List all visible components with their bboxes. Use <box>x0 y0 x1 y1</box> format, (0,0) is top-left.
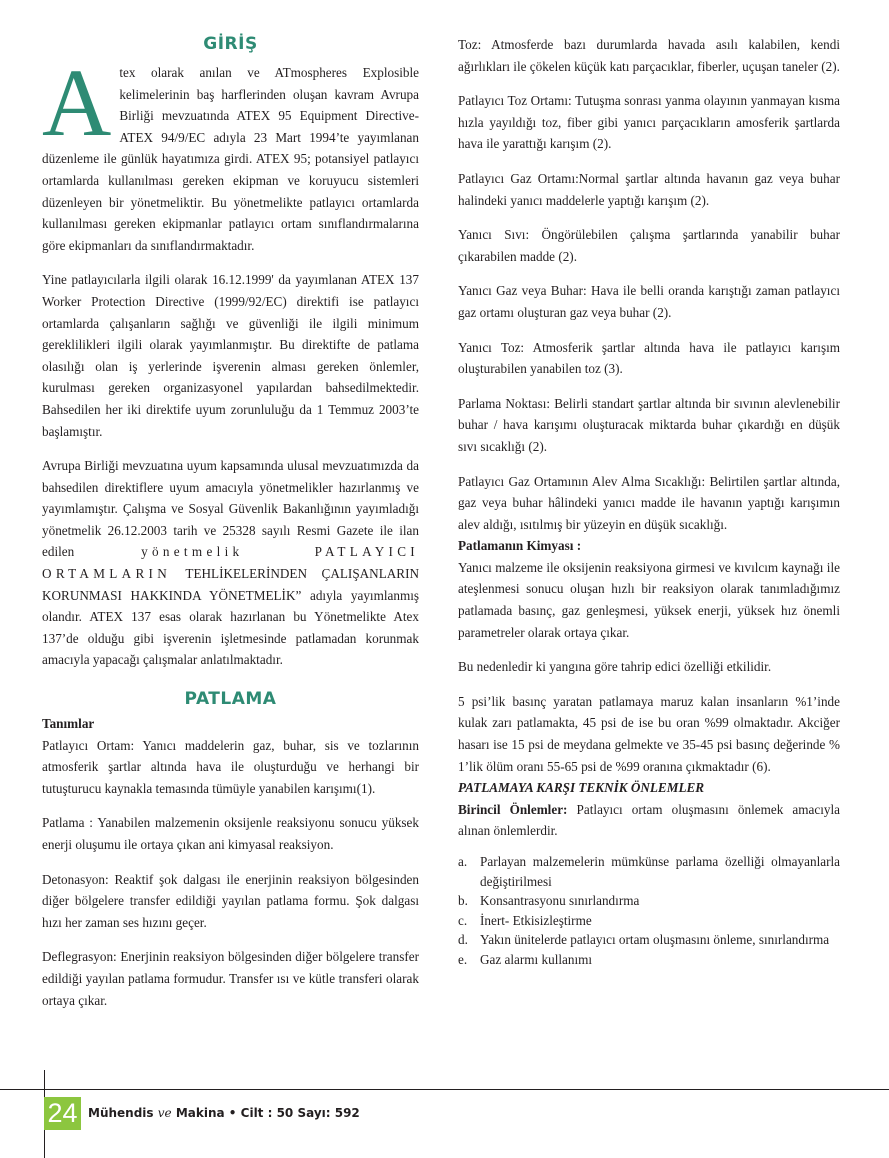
chemistry-heading: Patlamanın Kimyası : <box>458 538 582 554</box>
list-item-text: Parlayan malzemelerin mümkünse parlama özelliği olmayanlarla değiştirilmesi <box>480 854 840 889</box>
definition-explosion: Patlama : Yanabilen malzemenin oksijenle reaksiyonu sonucu yüksek enerji oluşumu ile ortaya çıkan ani kimyasal reaksiyon. <box>42 815 419 852</box>
journal-footer <box>88 1106 360 1120</box>
list-item <box>458 852 840 891</box>
list-item-text: İnert- Etkisizleştirme <box>480 912 592 928</box>
list-item <box>458 950 840 970</box>
regulation-text-a: Avrupa Birliği mevzuatına uyum kapsamında ulusal mevzuatımızda da bahsedilen direktiflere uyum amacıyla yönetmelikler hazırlanmış ve yayımlamıştır. Çalışma ve Sosyal Güvenlik Bakanlığının yayımladığı yönetmelik 26.12.2003 tarih ve 25328 sayılı Resmi Gazete ile ilan edilen <box>42 458 419 560</box>
journal-name-ve: ve <box>157 1106 172 1120</box>
definition-dust: Toz: Atmosferde bazı durumlarda havada asılı kalabilen, kendi ağırlıkları ile çökelen küçük katı parçacıklar, fiberler, uçuşan taneler (2). <box>458 37 840 74</box>
definition-detonation: Detonasyon: Reaktif şok dalgası ile enerjinin reaksiyon bölgesinden diğer bölgelere transfer edildiği yayılan patlama formu. Şok dalgası hızı her zaman ses hızını geçer. <box>42 871 419 930</box>
primary-measures-paragraph <box>458 799 840 842</box>
definition-flammable-liquid: Yanıcı Sıvı: Öngörülebilen çalışma şartlarında yanabilir buhar çıkarabilen madde (2). <box>458 227 840 264</box>
list-marker: a. <box>458 854 468 869</box>
list-item-text: Konsantrasyonu sınırlandırma <box>480 893 640 908</box>
definition-flash-point: Parlama Noktası: Belirli standart şartlar altında bir sıvının alevlenebilir buhar / hava karışımı oluşturacak miktarda buhar çıkardığı en düşük sıvı sıcaklığı (2). <box>458 395 840 454</box>
intro-text: tex olarak anılan ve ATmospheres Explosible kelimelerinin baş harflerinden oluşan kavram Avrupa Birliği mevzuatında ATEX 95 Equipment Directive-ATEX 94/9/EC adıyla 23 Mart 1994’te yayımlanan düzenleme ile günlük hayatımıza girdi. ATEX 95; potansiyel patlayıcı ortamlarda kullanılması gereken ekipman ve koruyucu sistemleri düzenleyen bir yönetmeliktir. Bu yönetmelikte patlayıcı ortamlarda kullanılması gereken ekipmanlar patlayıcı ortam sınıflandırmalarına göre ekipmanları da sınıflandırmaktadır. <box>42 65 419 253</box>
primary-measures-label: Birincil Önlemler: <box>458 801 568 817</box>
page-number: 24 <box>44 1097 81 1130</box>
right-column <box>458 34 840 969</box>
definition-deflagration: Deflegrasyon: Enerjinin reaksiyon bölgesinden diğer bölgelere transfer edildiği yayılan patlama formudur. Transfer ısı ve kütle transferi olarak ortaya çıkar. <box>42 949 419 1008</box>
primary-measures-text: Patlayıcı ortam oluşmasını önlemek amacıyla alınan önlemlerdir. <box>458 801 840 839</box>
journal-name-a: Mühendis <box>88 1106 154 1120</box>
definition-dust-atmosphere: Patlayıcı Toz Ortamı: Tutuşma sonrası yanma olayının yanmayan kısma hızla yayıldığı toz, fiber gibi yanıcı parçacıkların amosferik şartlarda hava ile yarattığı karışım (2). <box>458 93 840 152</box>
regulation-text-b: TEHLİKELERİNDEN ÇALIŞANLARIN KORUNMASI HAKKINDA YÖNETMELİK” adıyla yayımlanmış olandır. ATEX 137 esas olarak hazırlanan bu Yönetmelikte Atex 137’de olduğu gibi işverenin işletmesinde patlamadan korunmak amacıyla yapacağı çalışmalar anlatılmaktadır. <box>42 566 419 668</box>
list-marker: e. <box>458 951 468 967</box>
list-item <box>458 891 840 911</box>
measures-list <box>458 852 840 969</box>
drop-cap: A <box>42 49 112 156</box>
definition-flammable-dust: Yanıcı Toz: Atmosferik şartlar altında hava ile patlayıcı karışım oluşturabilen yanabilen toz (3). <box>458 339 840 377</box>
chemistry-paragraph: Yanıcı malzeme ile oksijenin reaksiyona girmesi ve kıvılcım kaynağı ile ateşlenmesi sonucu oluşan hızlı bir reaksiyon olarak tanımladığımız patlamada basınç, gaz genleşmesi, yüksek enerji, yüksek hız önemli parametreler olarak ortaya çıkar. <box>458 559 840 640</box>
intro-paragraph <box>42 49 419 256</box>
destructive-paragraph: Bu nedenledir ki yangına göre tahrip edici özelliği etkilidir. <box>458 659 772 675</box>
left-column <box>42 34 419 1011</box>
definitions-heading: Tanımlar <box>42 716 95 732</box>
list-marker: d. <box>458 932 468 947</box>
journal-name-b: Makina <box>175 1106 225 1120</box>
definition-flammable-gas: Yanıcı Gaz veya Buhar: Hava ile belli oranda karıştığı zaman patlayıcı gaz ortamı oluşturan gaz veya buhar (2). <box>458 283 840 320</box>
patlama-heading: PATLAMA <box>184 689 277 710</box>
list-item <box>458 911 840 931</box>
list-item-text: Yakın ünitelerde patlayıcı ortam oluşmasını önleme, sınırlandırma <box>480 932 830 947</box>
regulation-paragraph <box>42 455 419 671</box>
definition-explosive-atmosphere: Patlayıcı Ortam: Yanıcı maddelerin gaz, buhar, sis ve tozlarının atmosferik şartlar altında hava ile oluşturduğu ve herhangi bir tutuşturucu kaynakla temasında tümüyle yanabilen karışımı(1). <box>42 737 419 796</box>
pressure-paragraph: 5 psi’lik basınç yaratan patlamaya maruz kalan insanların %1’inde kulak zarı patlamakta, 45 psi de ise bu oran %99 olmaktadır. Akciğer hasarı ise 15 psi de meydana gelmekte ve 35-45 psi basınç değerinde % 1’lik ölüm oranı 55-65 psi de %99 oranına çıkmaktadır (6). <box>458 693 840 774</box>
definition-ignition-temperature: Patlayıcı Gaz Ortamının Alev Alma Sıcaklığı: Belirtilen şartlar altında, gaz veya buhar hâlindeki yanıcı madde ile havanın yaptığı karışımın alev aldığı, ısıtılmış bir yüzeyin en düşük sıcaklığı. <box>458 473 840 532</box>
journal-issue: • Cilt : 50 Sayı: 592 <box>228 1106 360 1120</box>
definition-gas-atmosphere: Patlayıcı Gaz Ortamı:Normal şartlar altında havanın gaz veya buhar halindeki yanıcı maddelerle yaptığı karışım (2). <box>458 170 840 208</box>
atex137-paragraph: Yine patlayıcılarla ilgili olarak 16.12.1999' da yayımlanan ATEX 137 Worker Protection Directive (1999/92/EC) direktifi ise patlayıcı ortamlarda çalışanların sağlığı ve güvenliği ile ilgili minimum gereklilikleri ilgili olarak yayımlanmıştır. Bu direktifte de patlama olasılığı olan iş yerlerinde işverenin alması gereken önlemler, kurulması gereken organizasyonel yapılardan bahsedilmektedir. Bahsedilen her iki direktife uyum zorunluluğu da 1 Temmuz 2003’te başlamıştır. <box>42 272 419 439</box>
technical-measures-heading: PATLAMAYA KARŞI TEKNİK ÖNLEMLER <box>458 780 705 796</box>
list-marker: c. <box>458 912 468 928</box>
footer-divider <box>0 1089 889 1090</box>
list-item-text: Gaz alarmı kullanımı <box>480 951 593 967</box>
list-marker: b. <box>458 893 468 908</box>
regulation-title-spaced: yönetmelik PATLAYICI ORTAMLARIN <box>42 544 419 582</box>
intro-heading: GİRİŞ <box>203 34 258 54</box>
list-item <box>458 930 840 950</box>
